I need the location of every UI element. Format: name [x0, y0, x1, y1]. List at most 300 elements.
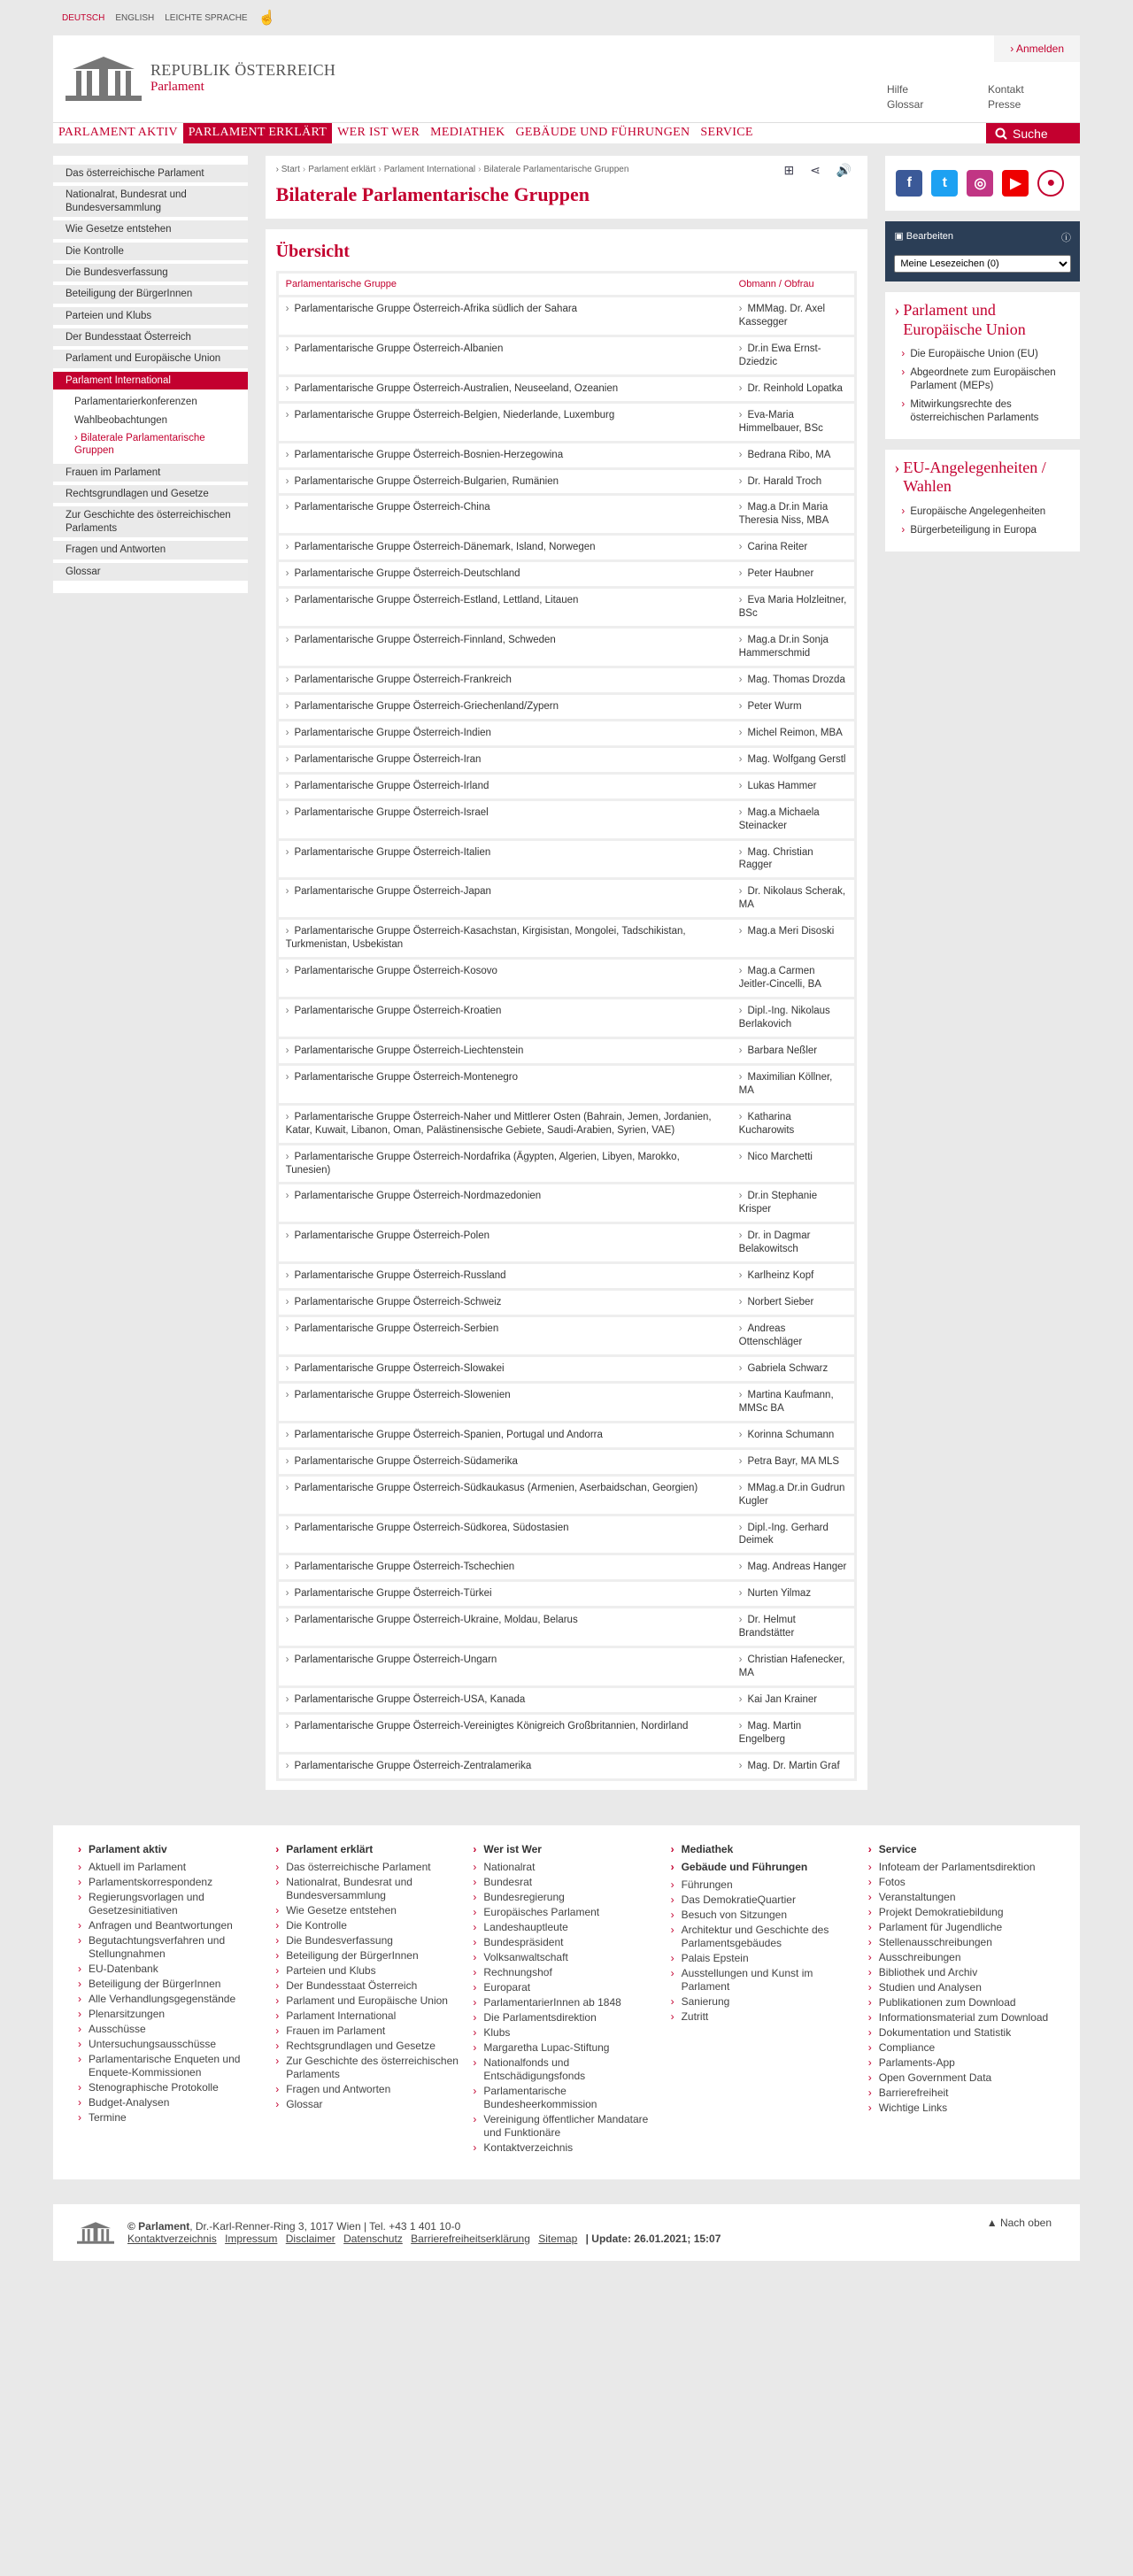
- chair-link[interactable]: › Andreas Ottenschläger: [732, 1317, 855, 1354]
- chair-link[interactable]: › Norbert Sieber: [732, 1291, 855, 1315]
- chair-link[interactable]: › Dipl.-Ing. Nikolaus Berlakovich: [732, 999, 855, 1037]
- footer-link[interactable]: › Beteiligung der BürgerInnen: [78, 1978, 265, 1991]
- leftnav-subitem[interactable]: Parlamentarierkonferenzen: [74, 397, 197, 408]
- help-link[interactable]: Hilfe: [887, 83, 909, 96]
- chair-link[interactable]: › Mag.a Carmen Jeitler-Cincelli, BA: [732, 960, 855, 997]
- instagram-icon[interactable]: ◎: [967, 170, 993, 197]
- share-icon[interactable]: ⋖: [810, 163, 821, 177]
- chair-link[interactable]: › Christian Hafenecker, MA: [732, 1648, 855, 1685]
- chair-link[interactable]: › Mag. Christian Ragger: [732, 841, 855, 878]
- site-footer: [53, 1825, 1080, 2179]
- chair-link[interactable]: › Mag. Martin Engelberg: [732, 1715, 855, 1752]
- group-link[interactable]: › Parlamentarische Gruppe Österreich-Japan: [279, 880, 732, 917]
- table-row: [279, 443, 855, 467]
- chair-link[interactable]: › Korinna Schumann: [732, 1423, 855, 1447]
- group-link[interactable]: › Parlamentarische Gruppe Österreich-Iran: [279, 748, 732, 772]
- sign-language-icon[interactable]: ☝: [258, 11, 276, 26]
- footer-link[interactable]: › Studien und Analysen: [868, 1981, 1055, 1994]
- table-row: [279, 1715, 855, 1752]
- chair-link[interactable]: › Martina Kaufmann, MMSc BA: [732, 1384, 855, 1421]
- chair-link[interactable]: › Mag. Thomas Drozda: [732, 668, 855, 692]
- footer-link[interactable]: › Glossar: [275, 2098, 462, 2111]
- bookmark-icon[interactable]: ⊞: [783, 163, 795, 177]
- footer-link[interactable]: › Europarat: [473, 1981, 659, 1994]
- table-row: [279, 562, 855, 586]
- group-link[interactable]: › Parlamentarische Gruppe Österreich-Naher und Mittlerer Osten (Bahrain, Jemen, Jordanien, Katar, Kuwait, Libanon, Oman, Palästinensische Gebiete, Saudi-Arabien, Syrien, VAE): [279, 1106, 732, 1143]
- footer-link[interactable]: › EU-Datenbank: [78, 1963, 265, 1976]
- footer-link[interactable]: › Nationalrat, Bundesrat und Bundesversammlung: [275, 1876, 462, 1902]
- footer-link[interactable]: › Architektur und Geschichte des Parlamentsgebäudes: [671, 1924, 858, 1950]
- footer-link[interactable]: › Frauen im Parlament: [275, 2025, 462, 2038]
- footer-column: [275, 1843, 462, 2156]
- leftnav-item[interactable]: Das österreichische Parlament: [53, 165, 248, 182]
- group-link[interactable]: › Parlamentarische Gruppe Österreich-Dänemark, Island, Norwegen: [279, 536, 732, 559]
- chair-link[interactable]: › MMMag. Dr. Axel Kassegger: [732, 297, 855, 335]
- login-button[interactable]: › Anmelden: [994, 35, 1080, 62]
- column-header-group: Parlamentarische Gruppe: [279, 274, 732, 295]
- footer-heading[interactable]: › Service: [868, 1843, 1055, 1855]
- group-link[interactable]: › Parlamentarische Gruppe Österreich-Südkaukasus (Armenien, Aserbaidschan, Georgien): [279, 1477, 732, 1514]
- group-link[interactable]: › Parlamentarische Gruppe Österreich-Südamerika: [279, 1450, 732, 1474]
- footer-link[interactable]: › ParlamentarierInnen ab 1848: [473, 1996, 659, 2009]
- group-link[interactable]: › Parlamentarische Gruppe Österreich-Polen: [279, 1224, 732, 1261]
- footer-link[interactable]: › Plenarsitzungen: [78, 2008, 265, 2021]
- right-sidebar: [885, 156, 1080, 562]
- bottom-link[interactable]: Kontaktverzeichnis: [127, 2232, 217, 2245]
- group-link[interactable]: › Parlamentarische Gruppe Österreich-Ukraine, Moldau, Belarus: [279, 1608, 732, 1646]
- table-row: [279, 841, 855, 878]
- footer-link[interactable]: › Europäisches Parlament: [473, 1906, 659, 1919]
- footer-link[interactable]: › Bundesregierung: [473, 1891, 659, 1904]
- footer-link[interactable]: › Fragen und Antworten: [275, 2083, 462, 2096]
- leftnav-item[interactable]: Der Bundesstaat Österreich: [53, 328, 248, 346]
- bottom-link[interactable]: Barrierefreiheitserklärung: [411, 2232, 530, 2245]
- read-aloud-icon[interactable]: 🔊: [836, 163, 852, 177]
- group-link[interactable]: › Parlamentarische Gruppe Österreich-Italien: [279, 841, 732, 878]
- group-link[interactable]: › Parlamentarische Gruppe Österreich-Deutschland: [279, 562, 732, 586]
- chair-link[interactable]: › MMag.a Dr.in Gudrun Kugler: [732, 1477, 855, 1514]
- parliament-logo-icon: [64, 51, 143, 104]
- group-link[interactable]: › Parlamentarische Gruppe Österreich-Serbien: [279, 1317, 732, 1354]
- footer-link[interactable]: › Nationalrat: [473, 1861, 659, 1874]
- footer-link[interactable]: › Stenographische Protokolle: [78, 2081, 265, 2094]
- chair-link[interactable]: › Nurten Yilmaz: [732, 1582, 855, 1606]
- title-card: [266, 156, 868, 219]
- chair-link[interactable]: › Dr. Nikolaus Scherak, MA: [732, 880, 855, 917]
- chair-link[interactable]: › Eva-Maria Himmelbauer, BSc: [732, 404, 855, 441]
- footer-link[interactable]: › Open Government Data: [868, 2071, 1055, 2085]
- group-link[interactable]: › Parlamentarische Gruppe Österreich-Griechenland/Zypern: [279, 695, 732, 719]
- table-row: [279, 1106, 855, 1143]
- group-link[interactable]: › Parlamentarische Gruppe Österreich-Bosnien-Herzegowina: [279, 443, 732, 467]
- group-link[interactable]: › Parlamentarische Gruppe Österreich-Israel: [279, 801, 732, 838]
- group-link[interactable]: › Parlamentarische Gruppe Österreich-Montenegro: [279, 1066, 732, 1103]
- table-row: [279, 1555, 855, 1579]
- footer-link[interactable]: › Untersuchungsausschüsse: [78, 2038, 265, 2051]
- youtube-icon[interactable]: ▶: [1002, 170, 1029, 197]
- footer-link[interactable]: › Parlament International: [275, 2009, 462, 2023]
- group-link[interactable]: › Parlamentarische Gruppe Österreich-Nordafrika (Ägypten, Algerien, Libyen, Marokko, Tunesien): [279, 1145, 732, 1183]
- bottom-link[interactable]: Impressum: [225, 2232, 278, 2245]
- nav-parlament-aktiv[interactable]: PARLAMENT AKTIV: [58, 126, 178, 139]
- leftnav-item[interactable]: Die Kontrolle: [53, 243, 248, 260]
- footer-link[interactable]: › Die Bundesverfassung: [275, 1934, 462, 1947]
- chair-link[interactable]: › Lukas Hammer: [732, 775, 855, 798]
- footer-link[interactable]: › Wichtige Links: [868, 2102, 1055, 2115]
- chair-link[interactable]: › Carina Reiter: [732, 536, 855, 559]
- group-link[interactable]: › Parlamentarische Gruppe Österreich-Australien, Neuseeland, Ozeanien: [279, 377, 732, 401]
- footer-link[interactable]: › Sanierung: [671, 1995, 858, 2009]
- group-link[interactable]: › Parlamentarische Gruppe Österreich-Ungarn: [279, 1648, 732, 1685]
- chair-link[interactable]: › Kai Jan Krainer: [732, 1688, 855, 1712]
- back-to-top-button[interactable]: ▲ Nach oben: [986, 2216, 1052, 2229]
- leftnav-item[interactable]: Glossar: [53, 563, 248, 581]
- table-row: [279, 1423, 855, 1447]
- footer-link[interactable]: › Margaretha Lupac-Stiftung: [473, 2041, 659, 2055]
- table-row: [279, 337, 855, 374]
- table-row: [279, 1264, 855, 1288]
- chair-link[interactable]: › Dr. Reinhold Lopatka: [732, 377, 855, 401]
- footer-heading[interactable]: › Parlament erklärt: [275, 1843, 462, 1855]
- footer-link[interactable]: › Rechnungshof: [473, 1966, 659, 1979]
- breadcrumb-current: Bilaterale Parlamentarische Gruppen: [483, 165, 629, 174]
- chair-link[interactable]: › Mag.a Meri Disoski: [732, 920, 855, 957]
- footer-link[interactable]: › Beteiligung der BürgerInnen: [275, 1949, 462, 1963]
- group-link[interactable]: › Parlamentarische Gruppe Österreich-Albanien: [279, 337, 732, 374]
- search-icon: [995, 127, 1007, 140]
- lang-leichte-sprache[interactable]: LEICHTE SPRACHE: [165, 12, 248, 23]
- footer-heading[interactable]: › Mediathek: [671, 1843, 858, 1855]
- table-row: [279, 1384, 855, 1421]
- footer-link[interactable]: › Zur Geschichte des österreichischen Parlaments: [275, 2055, 462, 2081]
- table-row: [279, 1291, 855, 1315]
- chair-link[interactable]: › Mag. Andreas Hanger: [732, 1555, 855, 1579]
- table-row: [279, 377, 855, 401]
- table-row: [279, 1184, 855, 1222]
- chair-link[interactable]: › Dr.in Ewa Ernst-Dziedzic: [732, 337, 855, 374]
- group-link[interactable]: › Parlamentarische Gruppe Österreich-Türkei: [279, 1582, 732, 1606]
- group-link[interactable]: › Parlamentarische Gruppe Österreich-Indien: [279, 721, 732, 745]
- footer-link[interactable]: › Parlamentarische Enqueten und Enquete-Kommissionen: [78, 2053, 265, 2079]
- group-link[interactable]: › Parlamentarische Gruppe Österreich-Irland: [279, 775, 732, 798]
- footer-link[interactable]: › Das DemokratieQuartier: [671, 1893, 858, 1907]
- footer-link[interactable]: › Führungen: [671, 1878, 858, 1892]
- lang-english[interactable]: ENGLISH: [115, 12, 155, 23]
- table-row: [279, 1477, 855, 1514]
- footer-column: [473, 1843, 659, 2156]
- chair-link[interactable]: › Dr.in Stephanie Krisper: [732, 1184, 855, 1222]
- chair-link[interactable]: › Dr. in Dagmar Belakowitsch: [732, 1224, 855, 1261]
- chair-link[interactable]: › Petra Bayr, MA MLS: [732, 1450, 855, 1474]
- group-link[interactable]: › Parlamentarische Gruppe Österreich-Slowenien: [279, 1384, 732, 1421]
- org-name: © Parlament: [127, 2219, 190, 2233]
- chair-link[interactable]: › Katharina Kucharowits: [732, 1106, 855, 1143]
- footer-link[interactable]: › Ausstellungen und Kunst im Parlament: [671, 1967, 858, 1994]
- footer-link[interactable]: › Landeshauptleute: [473, 1921, 659, 1934]
- chair-link[interactable]: › Mag. Wolfgang Gerstl: [732, 748, 855, 772]
- info-icon[interactable]: ⓘ: [1060, 233, 1071, 243]
- nav-service[interactable]: SERVICE: [700, 126, 753, 139]
- chair-link[interactable]: › Mag.a Dr.in Sonja Hammerschmid: [732, 629, 855, 666]
- page-title: Bilaterale Parlamentarische Gruppen: [275, 183, 590, 205]
- edit-panel-title: ▣ Bearbeiten: [894, 231, 954, 242]
- group-link[interactable]: › Parlamentarische Gruppe Österreich-Kroatien: [279, 999, 732, 1037]
- footer-heading[interactable]: › Parlament aktiv: [78, 1843, 265, 1855]
- footer-link[interactable]: › Parlaments-App: [868, 2056, 1055, 2070]
- group-link[interactable]: › Parlamentarische Gruppe Österreich-Spanien, Portugal und Andorra: [279, 1423, 732, 1447]
- nav-wer-ist-wer[interactable]: WER IST WER: [337, 126, 420, 139]
- nav-mediathek[interactable]: MEDIATHEK: [430, 126, 505, 139]
- leftnav-item[interactable]: Zur Geschichte des österreichischen Parlaments: [53, 506, 248, 537]
- group-link[interactable]: › Parlamentarische Gruppe Österreich-Kosovo: [279, 960, 732, 997]
- table-row: [279, 748, 855, 772]
- table-row: [279, 470, 855, 494]
- chair-link[interactable]: › Peter Wurm: [732, 695, 855, 719]
- contact-link[interactable]: Kontakt: [988, 83, 1024, 96]
- footer-link[interactable]: › Parlamentarische Bundesheerkommission: [473, 2085, 659, 2111]
- table-row: [279, 1755, 855, 1778]
- parliament-logo-small-icon: [76, 2219, 115, 2246]
- table-row: [279, 629, 855, 666]
- group-link[interactable]: › Parlamentarische Gruppe Österreich-Kasachstan, Kirgisistan, Mongolei, Tadschikistan, Turkmenistan, Usbekistan: [279, 920, 732, 957]
- footer-link[interactable]: › Begutachtungsverfahren und Stellungnahmen: [78, 1934, 265, 1961]
- edit-panel-title-text: Bearbeiten: [906, 231, 954, 242]
- leftnav-item[interactable]: Die Bundesverfassung: [53, 264, 248, 282]
- twitter-icon[interactable]: t: [931, 170, 958, 197]
- footer-column: [671, 1843, 858, 2156]
- footer-link[interactable]: › Parlamentskorrespondenz: [78, 1876, 265, 1889]
- chair-link[interactable]: › Dr. Helmut Brandstätter: [732, 1608, 855, 1646]
- leftnav-item[interactable]: Frauen im Parlament: [53, 464, 248, 482]
- group-link[interactable]: › Parlamentarische Gruppe Österreich-Tschechien: [279, 1555, 732, 1579]
- bottom-bar: [53, 2204, 1080, 2261]
- chair-link[interactable]: › Maximilian Köllner, MA: [732, 1066, 855, 1103]
- footer-link[interactable]: › Aktuell im Parlament: [78, 1861, 265, 1874]
- leftnav-item[interactable]: Beteiligung der BürgerInnen: [53, 285, 248, 303]
- table-row: [279, 589, 855, 626]
- footer-link[interactable]: › Nationalfonds und Entschädigungsfonds: [473, 2056, 659, 2083]
- site-subtitle: Parlament: [150, 80, 204, 94]
- leftnav-item[interactable]: Parlament und Europäische Union: [53, 350, 248, 367]
- breadcrumb-start[interactable]: Start: [281, 165, 300, 174]
- footer-link[interactable]: › Besuch von Sitzungen: [671, 1909, 858, 1922]
- leftnav-item[interactable]: Rechtsgrundlagen und Gesetze: [53, 485, 248, 503]
- table-row: [279, 880, 855, 917]
- footer-link[interactable]: › Bundespräsident: [473, 1936, 659, 1949]
- flickr-icon[interactable]: ●: [1037, 170, 1064, 197]
- breadcrumb-international[interactable]: Parlament International: [383, 165, 476, 174]
- leftnav-item[interactable]: Wie Gesetze entstehen: [53, 220, 248, 238]
- table-row: [279, 404, 855, 441]
- group-link[interactable]: › Parlamentarische Gruppe Österreich-Belgien, Niederlande, Luxemburg: [279, 404, 732, 441]
- left-nav: [53, 156, 248, 593]
- chair-link[interactable]: › Eva Maria Holzleitner, BSc: [732, 589, 855, 626]
- box-title[interactable]: › Parlament und Europäische Union: [894, 301, 1071, 339]
- footer-link[interactable]: › Veranstaltungen: [868, 1891, 1055, 1904]
- chair-link[interactable]: › Nico Marchetti: [732, 1145, 855, 1183]
- press-link[interactable]: Presse: [988, 98, 1021, 111]
- nav-gebaeude[interactable]: GEBÄUDE UND FÜHRUNGEN: [515, 126, 690, 139]
- table-row: [279, 1516, 855, 1554]
- main-content: [266, 156, 868, 1801]
- table-row: [279, 1039, 855, 1063]
- group-link[interactable]: › Parlamentarische Gruppe Österreich-Südkorea, Südostasien: [279, 1516, 732, 1554]
- group-link[interactable]: › Parlamentarische Gruppe Österreich-Russland: [279, 1264, 732, 1288]
- leftnav-subitem-current[interactable]: › Bilaterale Parlamentarische Gruppen: [74, 432, 205, 457]
- footer-link[interactable]: › Anfragen und Beantwortungen: [78, 1919, 265, 1932]
- glossary-link[interactable]: Glossar: [887, 98, 924, 111]
- table-row: [279, 1317, 855, 1354]
- group-link[interactable]: › Parlamentarische Gruppe Österreich-Bulgarien, Rumänien: [279, 470, 732, 494]
- group-link[interactable]: › Parlamentarische Gruppe Österreich-Afrika südlich der Sahara: [279, 297, 732, 335]
- facebook-icon[interactable]: f: [896, 170, 922, 197]
- footer-link[interactable]: › Parlament für Jugendliche: [868, 1921, 1055, 1934]
- search-label: Suche: [1013, 126, 1048, 141]
- group-link[interactable]: › Parlamentarische Gruppe Österreich-Frankreich: [279, 668, 732, 692]
- address-text: , Dr.-Karl-Renner-Ring 3, 1017 Wien | Tel. +43 1 401 10-0: [189, 2219, 461, 2233]
- footer-link[interactable]: › Palais Epstein: [671, 1952, 858, 1965]
- footer-link[interactable]: › Kontaktverzeichnis: [473, 2141, 659, 2155]
- footer-link[interactable]: › Projekt Demokratiebildung: [868, 1906, 1055, 1919]
- breadcrumb: › Start › Parlament erklärt › Parlament International › Bilaterale Parlamentarische Gruppen: [275, 165, 629, 174]
- login-label: Anmelden: [1015, 42, 1064, 55]
- footer-link[interactable]: › Rechtsgrundlagen und Gesetze: [275, 2040, 462, 2053]
- box-title[interactable]: › EU-Angelegenheiten / Wahlen: [894, 459, 1071, 497]
- table-row: [279, 536, 855, 559]
- footer-link[interactable]: › Wie Gesetze entstehen: [275, 1904, 462, 1917]
- bottom-links: [127, 2233, 721, 2245]
- bottom-link[interactable]: Disclaimer: [285, 2232, 335, 2245]
- footer-link[interactable]: › Das österreichische Parlament: [275, 1861, 462, 1874]
- chair-link[interactable]: › Bedrana Ribo, MA: [732, 443, 855, 467]
- group-link[interactable]: › Parlamentarische Gruppe Österreich-China: [279, 496, 732, 533]
- table-row: [279, 960, 855, 997]
- footer-link[interactable]: › Ausschüsse: [78, 2023, 265, 2036]
- chair-link[interactable]: › Peter Haubner: [732, 562, 855, 586]
- table-row: [279, 999, 855, 1037]
- footer-link[interactable]: › Die Kontrolle: [275, 1919, 462, 1932]
- footer-link[interactable]: › Alle Verhandlungsgegenstände: [78, 1993, 265, 2006]
- bottom-link[interactable]: Sitemap: [538, 2232, 578, 2245]
- footer-link[interactable]: › Die Parlamentsdirektion: [473, 2011, 659, 2025]
- footer-link[interactable]: › Parlament und Europäische Union: [275, 1994, 462, 2008]
- site-header: [53, 35, 1080, 143]
- table-row: [279, 775, 855, 798]
- box-link[interactable]: › Europäische Angelegenheiten: [894, 505, 1071, 519]
- footer-link[interactable]: › Zutritt: [671, 2010, 858, 2024]
- social-links: [885, 156, 1080, 211]
- footer-link[interactable]: › Parteien und Klubs: [275, 1964, 462, 1978]
- bottom-link[interactable]: Datenschutz: [343, 2232, 403, 2245]
- table-row: [279, 1224, 855, 1261]
- table-row: [279, 496, 855, 533]
- group-link[interactable]: › Parlamentarische Gruppe Österreich-Liechtenstein: [279, 1039, 732, 1063]
- footer-link[interactable]: › Regierungsvorlagen und Gesetzesinitiativen: [78, 1891, 265, 1917]
- leftnav-item[interactable]: Nationalrat, Bundesrat und Bundesversammlung: [53, 186, 248, 217]
- lang-deutsch[interactable]: DEUTSCH: [62, 12, 105, 23]
- update-info: | Update: 26.01.2021; 15:07: [585, 2232, 721, 2245]
- footer-link[interactable]: › Dokumentation und Statistik: [868, 2026, 1055, 2040]
- footer-link[interactable]: › Volksanwaltschaft: [473, 1951, 659, 1964]
- leftnav-item[interactable]: Parteien und Klubs: [53, 307, 248, 325]
- footer-heading[interactable]: › Wer ist Wer: [473, 1843, 659, 1855]
- overview-card: [266, 229, 868, 1790]
- language-bar: [0, 0, 1133, 35]
- group-link[interactable]: › Parlamentarische Gruppe Österreich-Vereinigtes Königreich Großbritannien, Nordirland: [279, 1715, 732, 1752]
- groups-table: [276, 271, 858, 1781]
- footer-link[interactable]: › Fotos: [868, 1876, 1055, 1889]
- group-link[interactable]: › Parlamentarische Gruppe Österreich-Nordmazedonien: [279, 1184, 732, 1222]
- group-link[interactable]: › Parlamentarische Gruppe Österreich-Schweiz: [279, 1291, 732, 1315]
- chair-link[interactable]: › Gabriela Schwarz: [732, 1357, 855, 1381]
- chair-link[interactable]: › Mag.a Dr.in Maria Theresia Niss, MBA: [732, 496, 855, 533]
- box-link[interactable]: › Die Europäische Union (EU): [894, 348, 1071, 361]
- page-tools: [783, 163, 852, 178]
- header-links: [887, 83, 1076, 111]
- chair-link[interactable]: › Karlheinz Kopf: [732, 1264, 855, 1288]
- footer-link[interactable]: › Bundesrat: [473, 1876, 659, 1889]
- box-link[interactable]: › Bürgerbeteiligung in Europa: [894, 524, 1071, 537]
- footer-link[interactable]: › Publikationen zum Download: [868, 1996, 1055, 2009]
- chair-link[interactable]: › Dipl.-Ing. Gerhard Deimek: [732, 1516, 855, 1554]
- group-link[interactable]: › Parlamentarische Gruppe Österreich-Finnland, Schweden: [279, 629, 732, 666]
- edit-panel: [885, 221, 1080, 282]
- search-button[interactable]: [986, 123, 1080, 143]
- chair-link[interactable]: › Mag.a Michaela Steinacker: [732, 801, 855, 838]
- column-header-chair: Obmann / Obfrau: [732, 274, 855, 295]
- footer-column: [78, 1843, 265, 2156]
- table-row: [279, 1648, 855, 1685]
- footer-link[interactable]: › Der Bundesstaat Österreich: [275, 1979, 462, 1993]
- footer-heading[interactable]: › Gebäude und Führungen: [671, 1861, 858, 1873]
- group-link[interactable]: › Parlamentarische Gruppe Österreich-Zentralamerika: [279, 1755, 732, 1778]
- group-link[interactable]: › Parlamentarische Gruppe Österreich-USA, Kanada: [279, 1688, 732, 1712]
- address: [127, 2220, 721, 2233]
- footer-link[interactable]: › Vereinigung öffentlicher Mandatare und Funktionäre: [473, 2113, 659, 2140]
- box-link[interactable]: › Abgeordnete zum Europäischen Parlament (MEPs): [894, 366, 1071, 393]
- leftnav-item-active[interactable]: Parlament International: [53, 372, 248, 389]
- footer-link[interactable]: › Infoteam der Parlamentsdirektion: [868, 1861, 1055, 1874]
- breadcrumb-erklaert[interactable]: Parlament erklärt: [308, 165, 376, 174]
- chair-link[interactable]: › Dr. Harald Troch: [732, 470, 855, 494]
- table-row: [279, 1066, 855, 1103]
- footer-link[interactable]: › Budget-Analysen: [78, 2096, 265, 2109]
- bookmarks-select[interactable]: [894, 255, 1071, 273]
- back-to-top-label: Nach oben: [999, 2216, 1052, 2229]
- footer-link[interactable]: › Termine: [78, 2111, 265, 2125]
- logo[interactable]: [64, 51, 335, 104]
- group-link[interactable]: › Parlamentarische Gruppe Österreich-Slowakei: [279, 1357, 732, 1381]
- footer-link[interactable]: › Bibliothek und Archiv: [868, 1966, 1055, 1979]
- footer-link[interactable]: › Compliance: [868, 2041, 1055, 2055]
- box-link[interactable]: › Mitwirkungsrechte des österreichischen Parlaments: [894, 398, 1071, 425]
- leftnav-item[interactable]: Fragen und Antworten: [53, 541, 248, 559]
- table-row: [279, 1145, 855, 1183]
- chair-link[interactable]: › Barbara Neßler: [732, 1039, 855, 1063]
- footer-link[interactable]: › Stellenausschreibungen: [868, 1936, 1055, 1949]
- leftnav-subitem[interactable]: Wahlbeobachtungen: [74, 414, 168, 426]
- table-row: [279, 1608, 855, 1646]
- group-link[interactable]: › Parlamentarische Gruppe Österreich-Estland, Lettland, Litauen: [279, 589, 732, 626]
- footer-link[interactable]: › Klubs: [473, 2026, 659, 2040]
- footer-link[interactable]: › Informationsmaterial zum Download: [868, 2011, 1055, 2025]
- table-row: [279, 1688, 855, 1712]
- nav-parlament-erklaert[interactable]: PARLAMENT ERKLÄRT: [183, 123, 332, 143]
- chair-link[interactable]: › Mag. Dr. Martin Graf: [732, 1755, 855, 1778]
- chair-link[interactable]: › Michel Reimon, MBA: [732, 721, 855, 745]
- footer-link[interactable]: › Barrierefreiheit: [868, 2086, 1055, 2100]
- footer-link[interactable]: › Ausschreibungen: [868, 1951, 1055, 1964]
